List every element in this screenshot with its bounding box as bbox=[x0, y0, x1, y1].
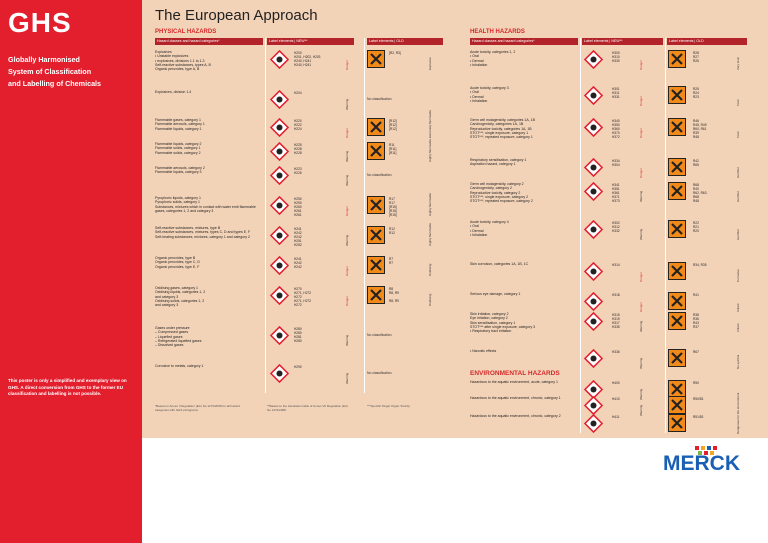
ghs-pictogram-icon bbox=[584, 312, 603, 331]
r-phrase-codes: R7 R7 bbox=[389, 257, 394, 265]
divider bbox=[265, 38, 266, 393]
h-statement-codes: H300 H310 H330 bbox=[612, 51, 620, 63]
ghs-pictogram-icon bbox=[584, 414, 603, 433]
hazard-class-text: Skin corrosion, categories 1A, 1B, 1C bbox=[470, 262, 529, 266]
ghs-brand: GHS bbox=[8, 7, 72, 38]
h-statement-codes: H336 bbox=[612, 350, 620, 354]
disclaimer-note: This poster is only a simplified and exemplary view on GHS. A direct conversion from GHS to the former EU classification and labelling is not possible. bbox=[8, 378, 127, 397]
divider bbox=[364, 38, 365, 393]
h-statement-codes: H241 H242 H242 H251 H252 bbox=[294, 227, 302, 247]
h-statement-codes: H315 H319 H317 H335 bbox=[612, 313, 620, 329]
h-statement-codes: H411 bbox=[612, 415, 620, 419]
footnote-2: **Based on the translation table of Annex VII Regulation (EC) No 1272/2008 bbox=[267, 404, 349, 412]
signal-word: Warning bbox=[345, 372, 349, 384]
r-phrase-codes: R25 R24 R23 bbox=[693, 87, 699, 99]
subtitle-line: Globally Harmonised bbox=[8, 55, 80, 64]
ghs-pictogram-icon bbox=[584, 292, 603, 311]
old-hazard-symbol-icon bbox=[668, 262, 686, 280]
signal-word: Warning bbox=[639, 404, 643, 416]
old-symbol-name: Oxidising bbox=[428, 263, 432, 276]
r-phrase-codes: R11 [R11] [R11] bbox=[389, 143, 397, 155]
signal-word: Warning bbox=[639, 357, 643, 369]
old-symbol-name: Toxic bbox=[736, 131, 740, 138]
hazard-class-text: Flammable aerosols, category 2 Flammable liquids, category 3 bbox=[155, 166, 205, 175]
old-hazard-symbol-icon bbox=[668, 312, 686, 330]
old-symbol-name: Harmful bbox=[736, 191, 740, 202]
ghs-pictogram-icon bbox=[584, 118, 603, 137]
r-phrase-codes: R8 R8, R9 R8, R9 bbox=[389, 287, 399, 303]
hazard-class-text: Flammable liquids, category 2 Flammable solids, category 1 Flammable solids, category 2 bbox=[155, 142, 202, 155]
r-phrase-codes: R17 R17 [R15] [R15] [R15] bbox=[389, 197, 397, 217]
old-symbol-name: Highly flammable bbox=[428, 138, 432, 162]
hazard-class-text: Corrosive to metals, category 1 bbox=[155, 364, 204, 368]
r-phrase-codes: R12 R12 bbox=[389, 227, 395, 235]
r-phrase-codes: R46 R45, R49 R60, R61 R39 R48 bbox=[693, 119, 707, 139]
hazard-class-text: Gases under pressure – Compressed gases – Liquefied gases – Refrigerated liquefied gases – Dissolved gases bbox=[155, 326, 202, 348]
old-symbol-name: Very toxic bbox=[736, 56, 740, 70]
no-classification-text: No classification bbox=[367, 97, 392, 101]
hazard-class-text: Oxidising gases, category 1 Oxidising liquids, categories 1, 2 and category 3 Oxidising solids, categories 1, 2 and category 3 bbox=[155, 286, 206, 308]
signal-word: Danger bbox=[639, 128, 643, 138]
col-header-new-health: Label elements | NEW** bbox=[582, 38, 663, 45]
col-header-old-physical: Label elements | OLD bbox=[367, 38, 443, 45]
signal-word: Danger bbox=[345, 206, 349, 216]
h-statement-codes: H204 bbox=[294, 91, 302, 95]
signal-word: Danger bbox=[639, 302, 643, 312]
old-hazard-symbol-icon bbox=[367, 226, 385, 244]
col-header-new-physical: Label elements | NEW** bbox=[267, 38, 354, 45]
ghs-pictogram-icon bbox=[270, 50, 289, 69]
hazard-class-text: Hazardous to the aquatic environment, chronic, category 1 bbox=[470, 396, 561, 400]
ghs-pictogram-icon bbox=[584, 182, 603, 201]
hazard-class-text: Hazardous to the aquatic environment, chronic, category 2 bbox=[470, 414, 561, 418]
col-header-old-health: Label elements | OLD bbox=[667, 38, 747, 45]
old-hazard-symbol-icon bbox=[668, 50, 686, 68]
ghs-pictogram-icon bbox=[270, 256, 289, 275]
old-hazard-symbol-icon bbox=[668, 414, 686, 432]
old-symbol-name: Explosive bbox=[428, 57, 432, 70]
old-symbol-name: Dangerous for the environment bbox=[736, 392, 740, 434]
ghs-pictogram-icon bbox=[270, 90, 289, 109]
sidebar-subtitle bbox=[8, 54, 134, 90]
r-phrase-codes: R38 R36 R43 R37 bbox=[693, 313, 699, 329]
ghs-pictogram-icon bbox=[584, 220, 603, 239]
old-hazard-symbol-icon bbox=[367, 256, 385, 274]
old-symbol-name: No symbol bbox=[736, 354, 740, 369]
signal-word: Warning bbox=[345, 150, 349, 162]
old-hazard-symbol-icon bbox=[668, 118, 686, 136]
old-hazard-symbol-icon bbox=[668, 158, 686, 176]
h-statement-codes: H223 H226 bbox=[294, 167, 302, 175]
h-statement-codes: H290 bbox=[294, 365, 302, 369]
subtitle-line: and Labelling of Chemicals bbox=[8, 79, 102, 88]
merck-logo: MERCK bbox=[663, 452, 740, 475]
ghs-pictogram-icon bbox=[270, 326, 289, 345]
r-phrase-codes: R51/53 bbox=[693, 415, 704, 419]
signal-word: Danger bbox=[345, 296, 349, 306]
ghs-pictogram-icon bbox=[270, 166, 289, 185]
hazard-class-text: Respiratory sensitisation, category 1 Aspiration hazard, category 1 bbox=[470, 158, 527, 167]
ghs-pictogram-icon bbox=[584, 158, 603, 177]
subtitle-line: System of Classification bbox=[8, 67, 92, 76]
ghs-pictogram-icon bbox=[270, 196, 289, 215]
signal-word: Warning bbox=[639, 190, 643, 202]
r-phrase-codes: [R2, R3] bbox=[389, 51, 401, 55]
r-phrase-codes: R22 R21 R20 bbox=[693, 221, 699, 233]
old-symbol-name: Oxidising bbox=[428, 293, 432, 306]
signal-word: Warning bbox=[639, 320, 643, 332]
ghs-pictogram-icon bbox=[584, 349, 603, 368]
divider bbox=[665, 38, 666, 433]
section-health-hazards: HEALTH HAZARDS bbox=[470, 29, 525, 35]
signal-word: Danger bbox=[345, 266, 349, 276]
col-header-classes-health: Hazard classes and hazard categories* bbox=[470, 38, 578, 45]
ghs-pictogram-icon bbox=[270, 226, 289, 245]
signal-word: Danger bbox=[639, 96, 643, 106]
signal-word: Danger bbox=[639, 60, 643, 70]
section-physical-hazards: PHYSICAL HAZARDS bbox=[155, 29, 217, 35]
h-statement-codes: H250 H250 H260 H261 H261 bbox=[294, 197, 302, 217]
h-statement-codes: H200 H201, H202, H203 H240, H241 H240, H241 bbox=[294, 51, 321, 67]
h-statement-codes: H280 H280 H281 H280 bbox=[294, 327, 302, 343]
h-statement-codes: H220 H222 H224 bbox=[294, 119, 302, 131]
footnote-3: ***Specific Target Organ Toxicity bbox=[367, 404, 410, 408]
signal-word: Warning bbox=[345, 174, 349, 186]
old-hazard-symbol-icon bbox=[668, 182, 686, 200]
ghs-pictogram-icon bbox=[270, 286, 289, 305]
no-classification-text: No classification bbox=[367, 333, 392, 337]
signal-word: Warning bbox=[345, 98, 349, 110]
r-phrase-codes: R34, R35 bbox=[693, 263, 707, 267]
hazard-class-text: Acute toxicity, category 3 • Oral • Dermal • Inhalation bbox=[470, 86, 509, 103]
h-statement-codes: H314 bbox=[612, 263, 620, 267]
ghs-pictogram-icon bbox=[584, 396, 603, 415]
old-symbol-name: Harmful bbox=[736, 229, 740, 240]
old-symbol-name: Extremely flammable bbox=[428, 109, 432, 138]
signal-word: Warning bbox=[345, 234, 349, 246]
old-hazard-symbol-icon bbox=[668, 220, 686, 238]
old-hazard-symbol-icon bbox=[668, 396, 686, 414]
no-classification-text: No classification bbox=[367, 371, 392, 375]
old-hazard-symbol-icon bbox=[668, 349, 686, 367]
hazard-class-text: Germ cell mutagenicity, categories 1A, 1B Carcinogenicity, categories 1A, 1B Reproductive toxicity, categories 1A, 1B STOT***, single exposure, category 1 STOT***, repeated exposure, category 1 bbox=[470, 118, 535, 140]
poster bbox=[142, 0, 768, 438]
old-symbol-name: Corrosive bbox=[736, 269, 740, 282]
ghs-pictogram-icon bbox=[270, 142, 289, 161]
h-statement-codes: H340 H350 H360 H370 H372 bbox=[612, 119, 620, 139]
no-classification-text: No classification bbox=[367, 173, 392, 177]
h-statement-codes: H302 H312 H332 bbox=[612, 221, 620, 233]
ghs-pictogram-icon bbox=[584, 50, 603, 69]
old-symbol-name: Highly flammable bbox=[428, 222, 432, 246]
h-statement-codes: H225 H228 H228 bbox=[294, 143, 302, 155]
r-phrase-codes: R68 R40 R62, R63 R68 R48 bbox=[693, 183, 707, 203]
hazard-class-text: Acute toxicity, categories 1, 2 • Oral • Dermal • Inhalation bbox=[470, 50, 516, 67]
hazard-class-text: Hazardous to the aquatic environment, acute, category 1 bbox=[470, 380, 558, 384]
h-statement-codes: H270 H271, H272 H272 H271, H272 H272 bbox=[294, 287, 312, 307]
ghs-pictogram-icon bbox=[270, 364, 289, 383]
footnote-1: *Based on Annex I Regulation (EC) No 1272/2008 for all hazard categories with GHS pictograms bbox=[155, 404, 240, 412]
r-phrase-codes: R67 bbox=[693, 350, 699, 354]
hazard-class-text: Germ cell mutagenicity, category 2 Carcinogenicity, category 2 Reproductive toxicity, category 2 STOT***, single exposure, category 2 STOT***, repeated exposure, category 2 bbox=[470, 182, 533, 204]
r-phrase-codes: R50/53 bbox=[693, 397, 704, 401]
signal-word: Warning bbox=[639, 228, 643, 240]
old-hazard-symbol-icon bbox=[668, 86, 686, 104]
r-phrase-codes: R42 R65 bbox=[693, 159, 699, 167]
old-hazard-symbol-icon bbox=[367, 196, 385, 214]
ghs-pictogram-icon bbox=[270, 118, 289, 137]
page-title: The European Approach bbox=[155, 7, 318, 24]
divider bbox=[580, 38, 581, 433]
hazard-class-text: Explosives, division 1.4 bbox=[155, 90, 192, 94]
old-hazard-symbol-icon bbox=[668, 292, 686, 310]
signal-word: Warning bbox=[345, 334, 349, 346]
old-hazard-symbol-icon bbox=[367, 286, 385, 304]
h-statement-codes: H341 H351 H361 H371 H373 bbox=[612, 183, 620, 203]
ghs-pictogram-icon bbox=[584, 262, 603, 281]
h-statement-codes: H318 bbox=[612, 293, 620, 297]
signal-word: Warning bbox=[639, 388, 643, 400]
h-statement-codes: H241 H242 H242 bbox=[294, 257, 302, 269]
h-statement-codes: H400 bbox=[612, 381, 620, 385]
signal-word: Danger bbox=[639, 168, 643, 178]
hazard-class-text: Flammable gases, category 1 Flammable aerosols, category 1 Flammable liquids, category 1 bbox=[155, 118, 205, 131]
signal-word: Danger bbox=[639, 272, 643, 282]
hazard-class-text: Serious eye damage, category 1 bbox=[470, 292, 521, 296]
hazard-class-text: Pyrophoric liquids, category 1 Pyrophoric solids, category 1 Substances, mixtures which in contact with water emit flammable gases, categories 1, 2 and category 3 bbox=[155, 196, 256, 213]
section-environmental-hazards: ENVIRONMENTAL HAZARDS bbox=[470, 370, 560, 377]
old-symbol-name: Highly flammable bbox=[428, 192, 432, 216]
h-statement-codes: H410 bbox=[612, 397, 620, 401]
h-statement-codes: H334 H304 bbox=[612, 159, 620, 167]
r-phrase-codes: R28 R27 R26 bbox=[693, 51, 699, 63]
h-statement-codes: H301 H311 H331 bbox=[612, 87, 620, 99]
hazard-class-text: Organic peroxides, type B Organic peroxides, type C, D Organic peroxides, type E, F bbox=[155, 256, 200, 269]
hazard-class-text: • Narcotic effects bbox=[470, 349, 497, 353]
hazard-class-text: Skin irritation, category 2 Eye irritation, category 2 Skin sensitisation, category 1 STOT*** after single exposure, category 3 • Respiratory tract irritation bbox=[470, 312, 536, 334]
old-hazard-symbol-icon bbox=[367, 50, 385, 68]
hazard-class-text: Acute toxicity, category 4 • Oral • Dermal • Inhalation bbox=[470, 220, 509, 237]
hazard-class-text: Self-reactive substances, mixtures, type B Self-reactive substances, mixtures, types C, D and types E, F Self-heating substances, mixtures, category 1 and category 2 bbox=[155, 226, 251, 239]
r-phrase-codes: [R12] [R12] [R12] bbox=[389, 119, 397, 131]
r-phrase-codes: R50 bbox=[693, 381, 699, 385]
old-symbol-name: Toxic bbox=[736, 99, 740, 106]
old-hazard-symbol-icon bbox=[367, 118, 385, 136]
ghs-pictogram-icon bbox=[584, 86, 603, 105]
sidebar bbox=[0, 0, 142, 543]
signal-word: Danger bbox=[345, 60, 349, 70]
col-header-classes-physical: Hazard classes and hazard categories* bbox=[155, 38, 263, 45]
hazard-class-text: Explosives • Unstable explosives • explosives, divisions 1.1 to 1.3 Self-reactive substances, types A, B Organic peroxides, type A, B bbox=[155, 50, 211, 72]
signal-word: Danger bbox=[345, 128, 349, 138]
old-symbol-name: Irritant bbox=[736, 303, 740, 312]
r-phrase-codes: R41 bbox=[693, 293, 699, 297]
old-symbol-name: Harmful bbox=[736, 167, 740, 178]
old-symbol-name: Irritant bbox=[736, 323, 740, 332]
old-hazard-symbol-icon bbox=[367, 142, 385, 160]
